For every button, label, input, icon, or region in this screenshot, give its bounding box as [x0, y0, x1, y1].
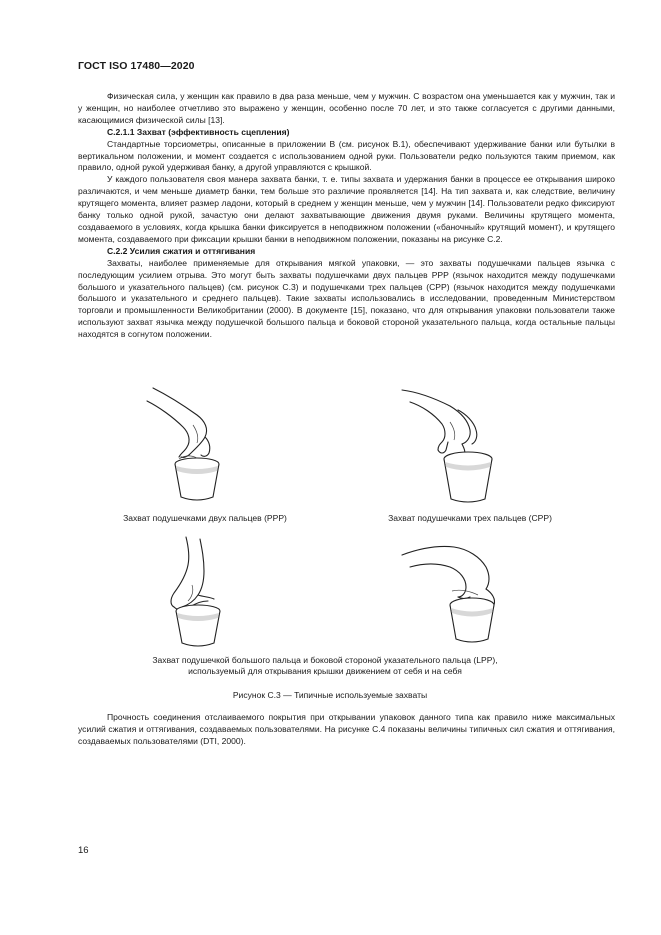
paragraph: Стандартные торсиометры, описанные в приложении В (см. рисунок В.1), обеспечивают удерживание банки или бутылки в вертикальном положении, и момент создается с использованием одной руки. Пользователи редко пользуются таким приемом, как правило, одной рукой удерживая банку, а другой управляются с крышкой.	[78, 138, 615, 173]
caption-ppp: Захват подушечками двух пальцев (PPP)	[123, 513, 287, 523]
section-heading: C.2.2 Усилия сжатия и оттягивания	[107, 245, 256, 256]
lpp-grip-illustration-left	[152, 535, 247, 650]
paragraph: У каждого пользователя своя манера захвата банки, т. е. типы захвата и удержания банки в процессе ее открывания широко различаются, и чем меньше диаметр банки, тем больше это различие проявляется [14]. На тип захвата и, как следствие, величину крутящего момента, влияет размер ладони, который в среднем у женщин меньше, чем у мужчин [14]. Пользователи редко фиксируют банку только одной рукой, зачастую они делают захватывающие движения двумя руками. Величины крутящего момента, создаваемого в условиях, когда крышка банки фиксируется в неподвижном положении («баночный» крутящий момент), и крутящего момента, создаваемого при фиксации крышки банки в неподвижном положении, показаны на рисунке С.2.	[78, 174, 615, 244]
page-number: 16	[78, 845, 89, 856]
caption-lpp	[95, 655, 555, 678]
lpp-grip-illustration-right	[400, 535, 510, 650]
body-text-bottom	[78, 712, 615, 748]
cpp-grip-illustration	[400, 380, 510, 505]
ppp-grip-illustration	[145, 385, 245, 505]
section-heading: C.2.1.1 Захват (эффективность сцепления)	[107, 126, 290, 137]
paragraph: Физическая сила, у женщин как правило в два раза меньше, чем у мужчин. С возрастом она уменьшается как у мужчин, так и у женщин, но наиболее отчетливо это выражено у женщин, особенно после 70 лет, и это также согласуется с другими данными, касающимися физической силы [13].	[78, 91, 615, 125]
body-text-top	[78, 91, 615, 341]
document-header: ГОСТ ISO 17480—2020	[78, 60, 195, 72]
paragraph: Захваты, наиболее применяемые для открывания мягкой упаковки, — это захваты подушечками пальцев язычка с последующим усилием отрыва. Это могут быть захваты подушечками двух пальцев PPP (язычок находится между подушечками большого и указательного пальцев) (см. рисунок С.3) и подушечками трех пальцев (CPP) (язычок находится между подушечками большого и указательного и среднего пальцев). Такие захваты использовались в исследовании, проведенным Министерством торговли и промышленности Великобритании (2000). В документе [15], показано, что для открывания упаковки пользователи также используют захват язычка между подушечкой большого пальца и боковой стороной указательного пальца, когда остальные пальцы находятся в согнутом положении.	[78, 257, 615, 340]
caption-cpp: Захват подушечками трех пальцев (CPP)	[388, 513, 552, 523]
caption-lpp-line2: используемый для открывания крышки движением от себя и на себя	[188, 666, 462, 677]
paragraph: Прочность соединения отслаиваемого покрытия при открывании упаковок данного типа как правило ниже максимальных усилий сжатия и оттягивания, создаваемых пользователями. На рисунке С.4 показаны величины типичных сил сжатия и оттягивания, создаваемых пользователями (DTI, 2000).	[78, 712, 615, 746]
figure-title: Рисунок С.3 — Типичные используемые захваты	[232, 690, 428, 700]
caption-lpp-line1: Захват подушечкой большого пальца и боковой стороной указательного пальца (LPP),	[152, 655, 498, 665]
